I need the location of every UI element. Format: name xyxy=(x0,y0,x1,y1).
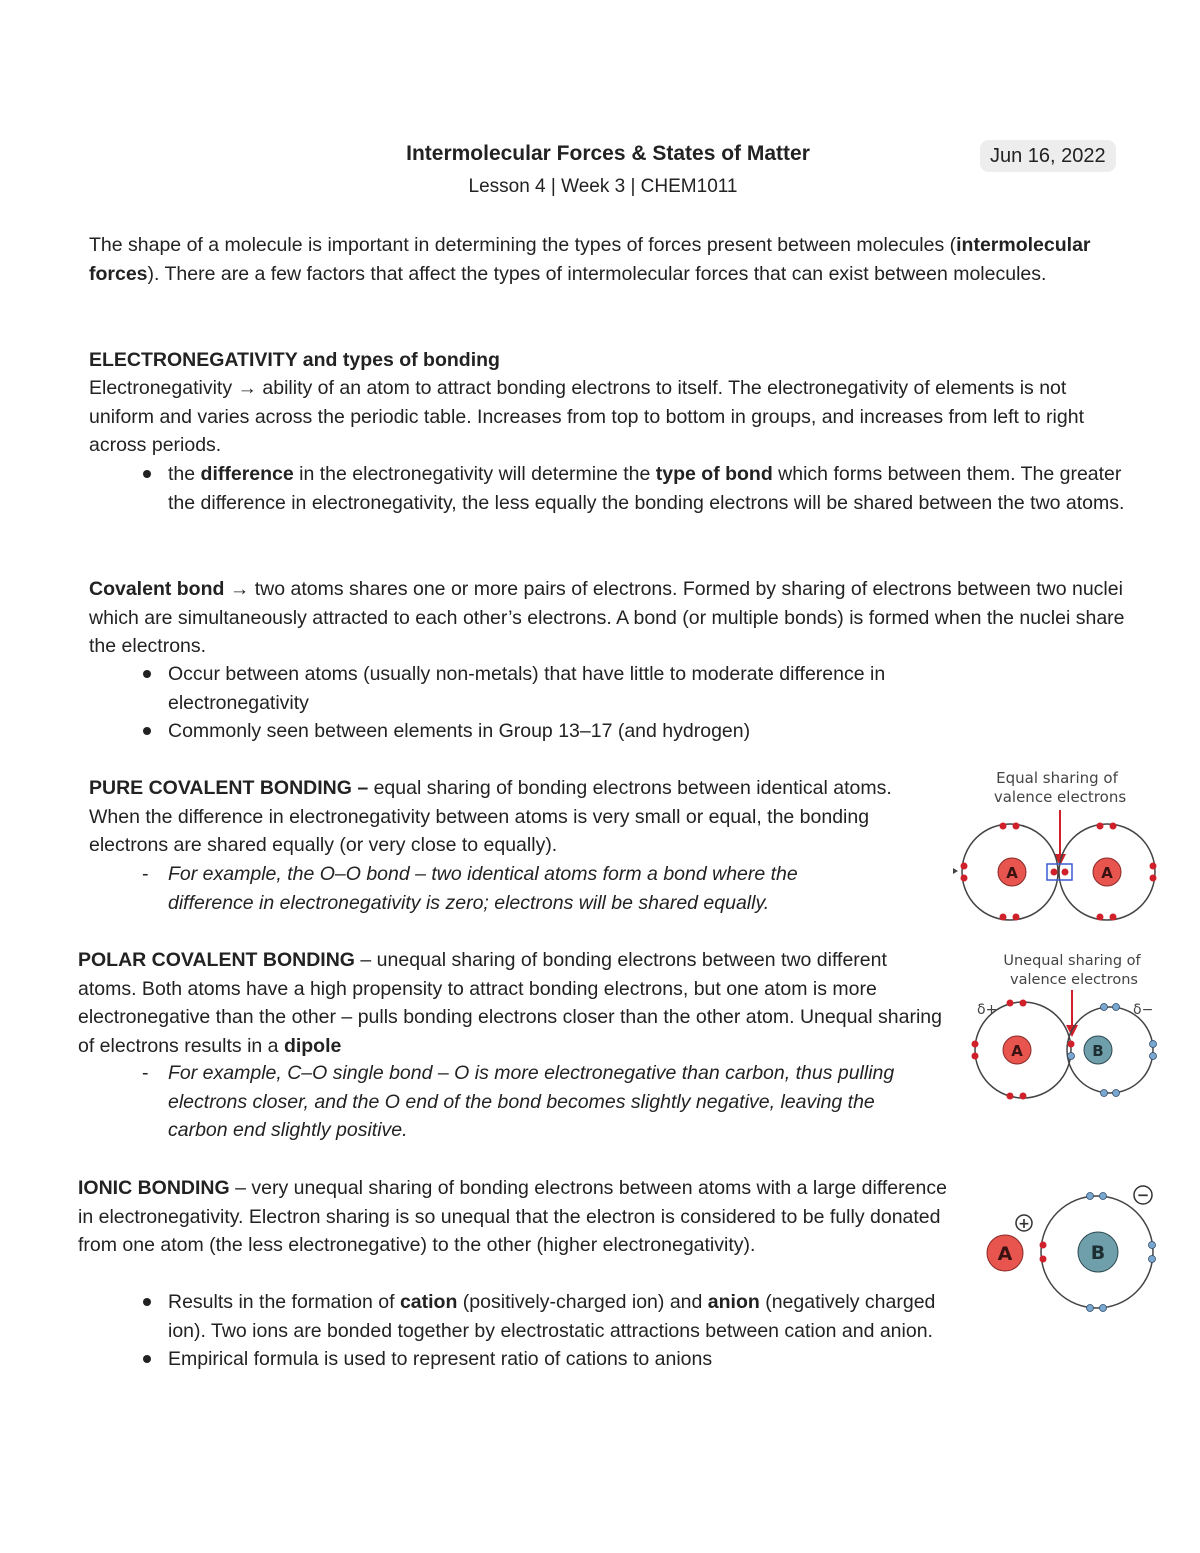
equal-caption-line1: Equal sharing of xyxy=(996,769,1118,787)
svg-text:−: − xyxy=(1136,1186,1150,1204)
polar-covalent-heading: POLAR COVALENT BONDING xyxy=(78,949,355,971)
intro-text-1: The shape of a molecule is important in determining the types of forces present between molecules ( xyxy=(89,234,957,256)
intro-text-2: ). There are a few factors that affect the types of intermolecular forces that can exist between molecules. xyxy=(147,262,1047,285)
ionic-bullets xyxy=(168,1288,958,1374)
intro-paragraph xyxy=(89,231,1129,288)
unequal-sharing-diagram xyxy=(965,946,1170,1101)
equal-caption-line2: valence electrons xyxy=(993,788,1127,806)
svg-text:+: + xyxy=(1018,1216,1030,1232)
ionic-paragraph xyxy=(78,1174,958,1260)
covalent-body: → two atoms shares one or more pairs of electrons. Formed by sharing of electrons between two nuclei which are simultaneously attracted to each other’s electrons. A bond (or multiple bonds) is formed when the nuclei share the electrons. xyxy=(89,578,1125,658)
list-item: the difference in the electronegativity will determine the type of bond which forms between them. The greater the difference in electronegativity, the less equally the bonding electrons will be shared between the two atoms. xyxy=(168,460,1128,517)
covalent-heading: Covalent bond xyxy=(89,578,225,600)
dash-marker: - xyxy=(142,1062,149,1084)
list-item: Occur between atoms (usually non-metals) that have little to moderate difference in electronegativity xyxy=(168,660,988,717)
pure-covalent-paragraph xyxy=(89,774,919,860)
ionic-bonding-diagram xyxy=(980,1178,1170,1318)
delta-minus-label: δ− xyxy=(1133,1002,1154,1018)
equal-sharing-diagram xyxy=(950,762,1170,922)
polar-covalent-example: - For example, C–O single bond – O is more electronegative than carbon, thus pulling electrons closer, and the O end of the bond becomes slightly negative, leaving the carbon end slightly positive. xyxy=(168,1059,928,1145)
dipole-term: dipole xyxy=(283,1034,342,1057)
polar-covalent-body: – unequal sharing of bonding electrons between two different atoms. Both atoms have a high propensity to attract bonding electrons, but one atom is more electronegative than the other – pulls bonding electrons closer than the other atom. Unequal sharing of electrons results in a xyxy=(78,949,942,1057)
covalent-paragraph xyxy=(89,575,1129,661)
intro-bold: intermolecular forces xyxy=(89,234,1091,285)
pure-covalent-body: equal sharing of bonding electrons between identical atoms. When the difference in electronegativity between atoms is very small or equal, the bonding electrons are shared equally (or very close to equally). xyxy=(89,777,892,857)
unequal-caption-line2: valence electrons xyxy=(1010,972,1138,988)
electronegativity-bullets xyxy=(168,460,1128,517)
page-subtitle: Lesson 4 | Week 3 | CHEM1011 xyxy=(468,176,738,197)
electronegativity-heading: ELECTRONEGATIVITY and types of bonding xyxy=(89,349,500,371)
svg-text:A: A xyxy=(1011,1042,1023,1060)
ionic-body: – very unequal sharing of bonding electrons between atoms with a large difference in electronegativity. Electron sharing is so unequal that the electron is considered to be fully donated from one atom (the less electronegative) to the other (higher electronegativity). xyxy=(78,1177,947,1257)
pure-covalent-example: - For example, the O–O bond – two identical atoms form a bond where the difference in electronegativity is zero; electrons will be shared equally. xyxy=(168,860,888,917)
unequal-caption-line1: Unequal sharing of xyxy=(1003,953,1141,969)
date-chip[interactable]: Jun 16, 2022 xyxy=(980,140,1116,172)
svg-text:B: B xyxy=(1090,1242,1106,1264)
list-item: Commonly seen between elements in Group 13–17 (and hydrogen) xyxy=(168,717,988,746)
dash-marker: - xyxy=(142,863,149,885)
covalent-bullets xyxy=(168,660,988,746)
svg-text:A: A xyxy=(997,1243,1013,1265)
electronegativity-body: Electronegativity → ability of an atom to attract bonding electrons to itself. The electronegativity of elements is not uniform and varies across the periodic table. Increases from top to bottom in groups, and increases from left to right across periods. xyxy=(89,377,1084,457)
delta-plus-label: δ+ xyxy=(977,1002,998,1018)
list-item: Results in the formation of cation (positively-charged ion) and anion (negatively charged ion). Two ions are bonded together by electrostatic attractions between cation and anion. xyxy=(168,1288,958,1345)
pure-covalent-heading: PURE COVALENT BONDING – xyxy=(89,777,374,799)
svg-text:B: B xyxy=(1092,1042,1104,1060)
ionic-heading: IONIC BONDING xyxy=(78,1177,230,1199)
page-title: Intermolecular Forces & States of Matter xyxy=(406,142,810,165)
svg-text:A: A xyxy=(1006,864,1018,882)
svg-text:A: A xyxy=(1101,864,1113,882)
polar-covalent-paragraph xyxy=(78,946,948,1060)
list-item: Empirical formula is used to represent ratio of cations to anions xyxy=(168,1345,958,1374)
